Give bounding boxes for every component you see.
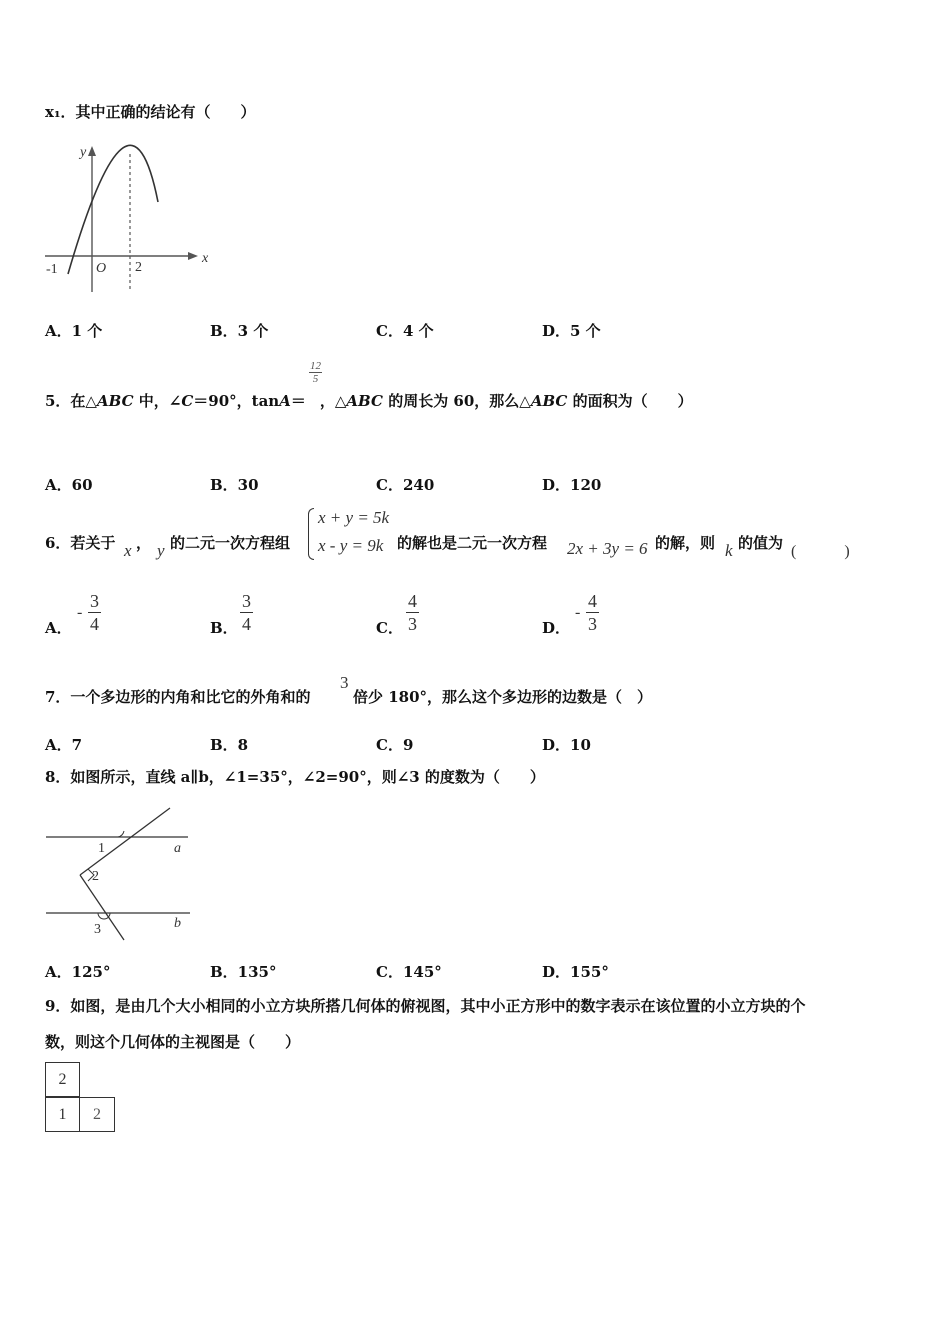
q8-option-c[interactable]: C．145°	[376, 963, 442, 981]
q7-option-b[interactable]: B．8	[210, 736, 249, 754]
q8-option-d[interactable]: D．155°	[542, 963, 609, 981]
y-axis-arrow-icon	[88, 146, 96, 156]
q9-stem-line-2: 数，则这个几何体的主视图是（ ）	[45, 1033, 301, 1051]
q6-prefix: 6．若关于	[45, 534, 116, 552]
q5-option-c[interactable]: C．240	[376, 476, 435, 494]
q7-stem-suffix: 倍少 180°，那么这个多边形的边数是（ ）	[353, 688, 653, 706]
origin-label: O	[96, 261, 107, 276]
grid-cell-top-left: 2	[45, 1062, 80, 1097]
q6-text-solution: 的解也是二元一次方程	[397, 534, 548, 552]
q5-tan-numerator: 12	[310, 360, 321, 372]
q6-option-b[interactable]: B．	[210, 619, 238, 637]
q4-parabola-graph	[40, 140, 220, 300]
q6-text-value: 的值为	[738, 534, 784, 552]
q5-tan-denominator: 5	[312, 373, 319, 385]
q6-text-system: 的二元一次方程组	[170, 534, 291, 552]
x-axis-label: x	[202, 251, 209, 266]
q5-tan-fraction	[309, 360, 322, 385]
tick-label-2: 2	[135, 260, 142, 275]
q6-comma: ，	[136, 534, 152, 552]
q6-option-b-fraction: $\frac{3}{4}$	[242, 591, 251, 634]
q8-parallel-lines-figure	[40, 800, 200, 945]
q5-option-a[interactable]: A．60	[45, 476, 93, 494]
q4-option-c[interactable]: C．4 个	[376, 322, 434, 340]
q6-var-y: y	[157, 541, 165, 560]
q6-option-c-fraction: $\frac{4}{3}$	[408, 591, 417, 634]
transversal-lower	[80, 875, 124, 940]
q6-equation-2: x - y = 9k	[318, 536, 384, 555]
angle-1-label: 1	[98, 841, 105, 856]
q8-option-a[interactable]: A．125°	[45, 963, 111, 981]
tick-label-minus-1: -1	[46, 262, 58, 277]
q6-equation-3: 2x + 3y = 6	[567, 539, 648, 558]
q4-option-d[interactable]: D．5 个	[542, 322, 601, 340]
q5-option-b[interactable]: B．30	[210, 476, 259, 494]
parabola-curve	[68, 145, 158, 274]
q4-stem: x₁．其中正确的结论有（ ）	[45, 103, 256, 121]
q6-equation-1: x + y = 5k	[318, 508, 390, 527]
angle-3-label: 3	[94, 922, 101, 937]
q6-option-a-minus: -	[77, 604, 83, 621]
q6-option-c[interactable]: C．	[376, 619, 403, 637]
q7-stem-prefix: 7．一个多边形的内角和比它的外角和的	[45, 688, 311, 706]
q6-var-k: k	[725, 541, 733, 560]
q6-text-then: 的解，则	[655, 534, 716, 552]
angle-1-arc	[118, 831, 124, 837]
q6-option-d[interactable]: D．	[542, 619, 571, 637]
q6-var-x: x	[124, 541, 132, 560]
angle-2-label: 2	[92, 869, 99, 884]
q6-option-a-fraction: $\frac{3}{4}$	[90, 591, 99, 634]
x-axis-arrow-icon	[188, 252, 198, 260]
q6-option-d-fraction: $\frac{4}{3}$	[588, 591, 597, 634]
q6-answer-paren: ( )	[791, 543, 850, 560]
q8-stem: 8．如图所示，直线 a∥b，∠1=35°，∠2=90°，则∠3 的度数为（ ）	[45, 768, 545, 786]
q9-stem-line-1: 9．如图，是由几个大小相同的小立方块所搭几何体的俯视图，其中小正方形中的数字表示在该位置的小立方块的个	[45, 997, 806, 1015]
q7-multiplier: 3	[340, 673, 349, 692]
q6-option-d-minus: -	[575, 604, 581, 621]
grid-cell-bottom-right: 2	[79, 1097, 115, 1132]
q7-option-a[interactable]: A．7	[45, 736, 83, 754]
q5-option-d[interactable]: D．120	[542, 476, 602, 494]
q4-option-a[interactable]: A．1 个	[45, 322, 103, 340]
grid-cell-bottom-left: 1	[45, 1097, 80, 1132]
q6-system-brace	[308, 508, 314, 560]
q4-option-b[interactable]: B．3 个	[210, 322, 269, 340]
y-axis-label: y	[80, 145, 87, 160]
q7-option-d[interactable]: D．10	[542, 736, 591, 754]
q7-option-c[interactable]: C．9	[376, 736, 414, 754]
transversal-upper	[80, 808, 170, 875]
line-a-label: a	[174, 841, 181, 856]
q9-top-view-grid	[45, 1062, 117, 1134]
q8-option-b[interactable]: B．135°	[210, 963, 277, 981]
q6-option-a[interactable]: A．	[45, 619, 72, 637]
q5-stem: 5．在△ABC 中，∠C＝90°，tanA＝ ，△ABC 的周长为 60，那么△ABC 的面积为（ ）	[45, 392, 693, 410]
line-b-label: b	[174, 916, 181, 931]
